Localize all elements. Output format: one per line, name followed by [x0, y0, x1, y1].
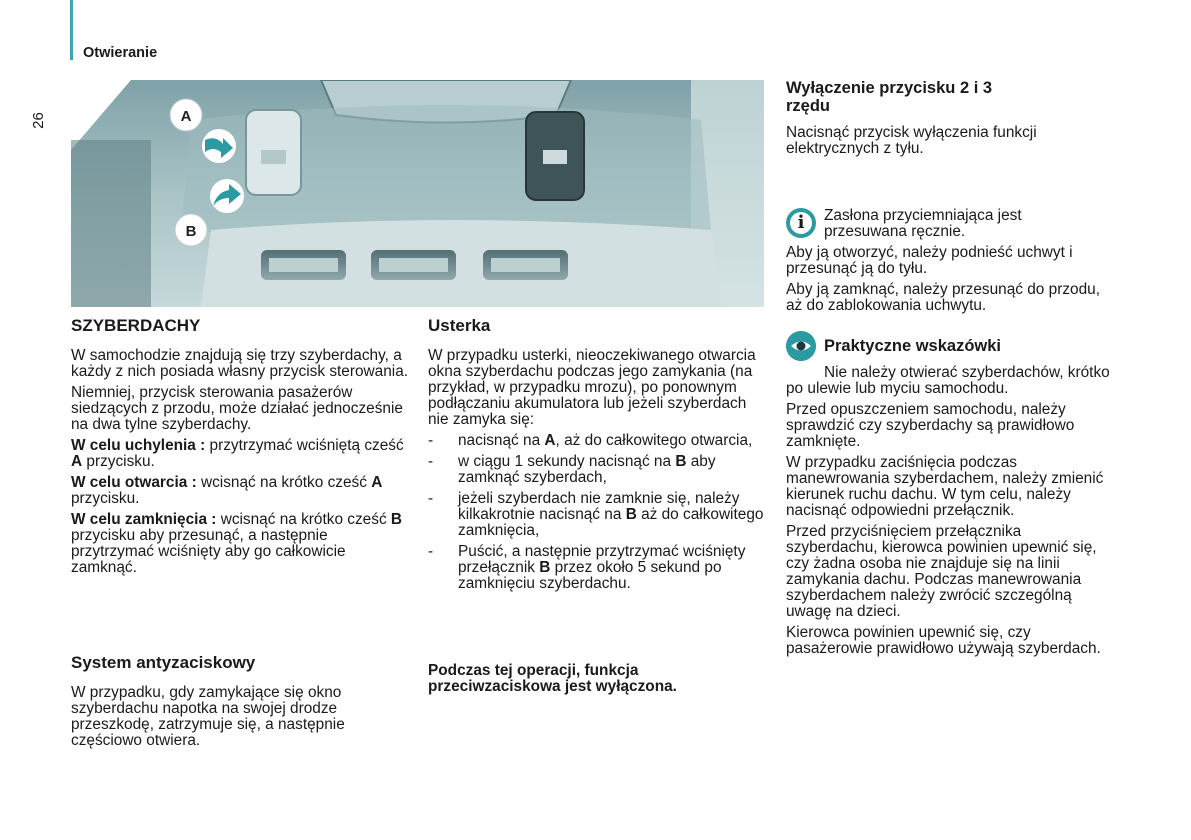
column-sunroofs	[71, 316, 411, 581]
roof-console-illustration	[71, 80, 764, 307]
tip-1: Nie należy otwierać szyberdachów, krótko po ulewie lub myciu samochodu.	[786, 364, 1110, 397]
paragraph-disable-button: Nacisnąć przycisk wyłączenia funkcji elektrycznych z tyłu.	[786, 124, 1037, 157]
paragraph-open: W celu otwarcia : wcisnąć na krótko cześć A przycisku.	[71, 474, 383, 507]
paragraph-close: W celu zamknięcia : wcisnąć na krótko cześć B przycisku aby przesunąć, a następnie przytrzymać wciśnięty aby go całkowicie zamknąć.	[71, 511, 403, 576]
paragraph-front-control: Niemniej, przycisk sterowania pasażerów siedzących z przodu, może działać jednocześnie na dwa tylne szyberdachy.	[71, 384, 403, 433]
column-fault	[428, 316, 768, 597]
paragraph-intro: W samochodzie znajdują się trzy szyberdachy, a każdy z nich posiada własny przycisk sterowania.	[71, 347, 409, 380]
tips-section	[786, 331, 1116, 662]
info-note	[786, 208, 1116, 319]
tip-4: Przed przyciśnięciem przełącznika szyberdachu, kierowca powinien upewnić się, czy żadna osoba nie znajduje się na linii zamykania dachu. Podczas manewrowania szyberdachem należy zwrócić szczególną uwagę na dzieci.	[786, 523, 1097, 620]
label-a: A	[180, 108, 192, 125]
column-anti-pinch	[71, 653, 411, 754]
page-number: 26	[29, 112, 47, 129]
label-b: B	[185, 223, 197, 240]
paragraph-tilt: W celu uchylenia : przytrzymać wciśniętą cześć A przycisku.	[71, 437, 404, 470]
tip-5: Kierowca powinien upewnić się, czy pasażerowie prawidłowo używają szyberdach.	[786, 624, 1101, 657]
fault-steps-list	[428, 433, 768, 592]
heading-usterka: Usterka	[428, 316, 491, 335]
roof-console-photo	[71, 80, 764, 307]
heading-anti-pinch: System antyzaciskowy	[71, 653, 256, 672]
header-accent-bar	[70, 0, 73, 60]
heading-tips: Praktyczne wskazówki	[824, 337, 1002, 355]
paragraph-fault-intro: W przypadku usterki, nieoczekiwanego otwarcia okna szyberdachu podczas jego zamykania (na przykład, w przypadku mrozu), po ponownym podłączaniu akumulatora lub jeżeli szyberdach nie zamyka się:	[428, 347, 756, 428]
warning-text: Podczas tej operacji, funkcja przeciwzaciskowa jest wyłączona.	[428, 662, 677, 695]
paragraph-anti-pinch: W przypadku, gdy zamykające się okno szyberdachu napotka na swojej drodze przeszkodę, zatrzymuje się, a następnie częściowo otwiera.	[71, 684, 345, 749]
section-title: Otwieranie	[83, 45, 158, 61]
info-blind-text: Zasłona przyciemniająca jest przesuwana ręcznie.	[824, 207, 1022, 240]
column-disable-button	[786, 79, 1116, 162]
column-warning	[428, 663, 768, 700]
fault-step: - jeżeli szyberdach nie zamknie się, należy kilkakrotnie nacisnąć na B aż do całkowitego zamknięcia,	[428, 491, 768, 539]
info-close-text: Aby ją zamknąć, należy przesunąć do przodu, aż do zablokowania uchwytu.	[786, 281, 1100, 314]
eye-icon	[786, 331, 816, 361]
fault-step: - w ciągu 1 sekundy nacisnąć na B aby zamknąć szyberdach,	[428, 454, 768, 486]
tip-2: Przed opuszczeniem samochodu, należy sprawdzić czy szyberdachy są prawidłowo zamknięte.	[786, 401, 1075, 450]
info-open-text: Aby ją otworzyć, należy podnieść uchwyt i przesunąć ją do tyłu.	[786, 244, 1073, 277]
heading-szyberdachy: SZYBERDACHY	[71, 316, 201, 335]
fault-step: - nacisnąć na A, aż do całkowitego otwarcia,	[428, 433, 768, 449]
tip-3: W przypadku zaciśnięcia podczas manewrowania szyberdachem, należy zmienić kierunek ruchu dachu. W tym celu, należy nacisnąć odpowiedni przełącznik.	[786, 454, 1104, 519]
fault-step: - Puścić, a następnie przytrzymać wciśnięty przełącznik B przez około 5 sekund po zamknięciu szyberdachu.	[428, 544, 768, 592]
info-icon: i	[786, 208, 816, 238]
heading-disable-button: Wyłączenie przycisku 2 i 3 rzędu	[786, 79, 993, 115]
